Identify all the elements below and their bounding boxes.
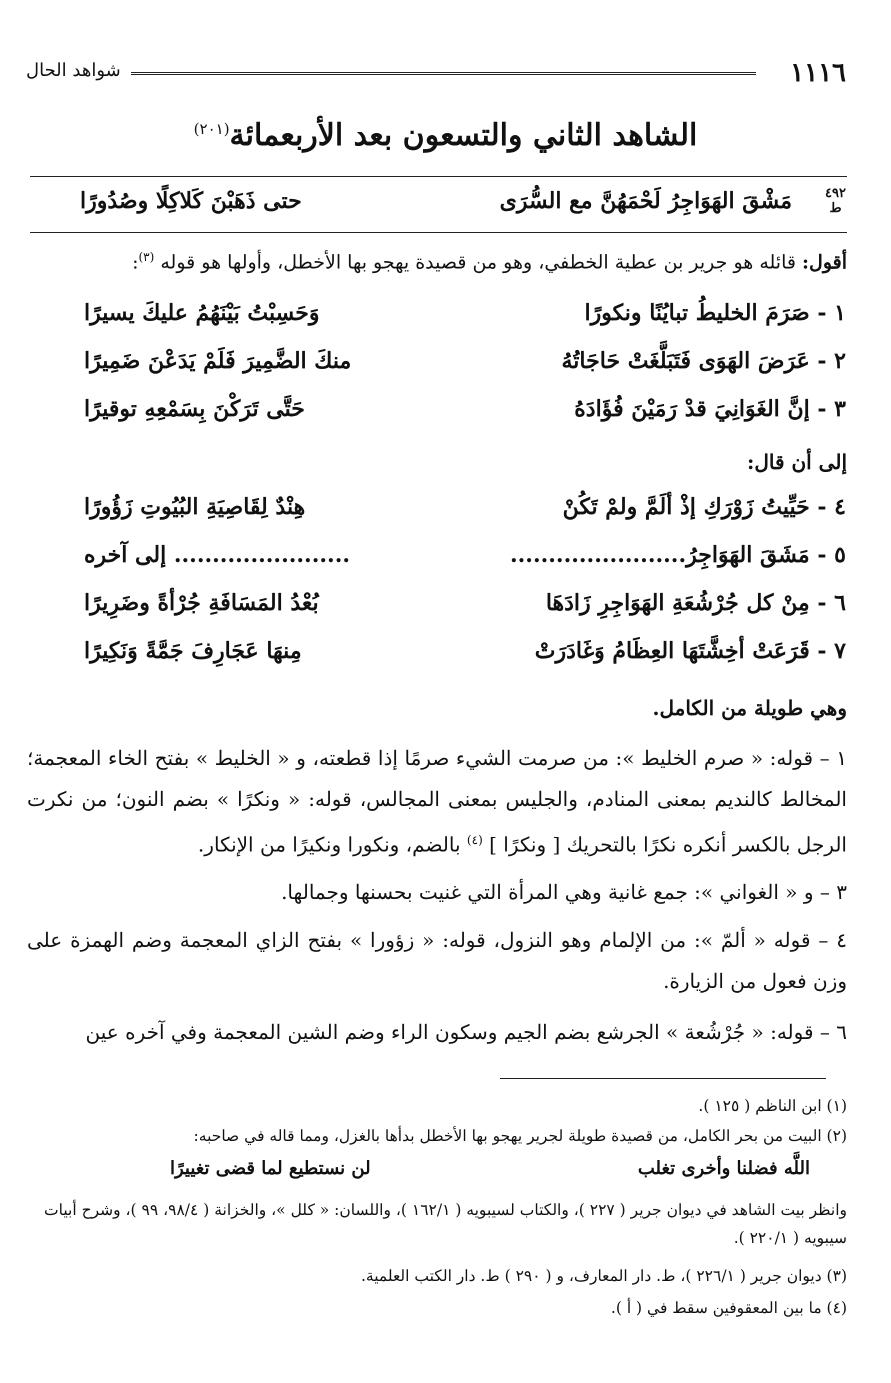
intro-lead: أقول: (802, 251, 847, 274)
verse-4 (60, 494, 846, 534)
footnote-1: (١) ابن الناظم ( ١٢٥ ). (698, 1097, 847, 1115)
verse-1 (60, 300, 846, 340)
transition-text: إلى أن قال: (746, 450, 847, 474)
commentary-1-note: (٤) (466, 833, 483, 847)
footnote-2-verse (170, 1158, 810, 1188)
verse-second-half: منكَ الضَّمِيرَ فَلَمْ يَدَعْنَ ضَمِيرًا (84, 348, 352, 374)
verse-2 (60, 348, 846, 388)
commentary-3: ٣ – و « الغواني »: جمع غانية وهي المرأة التي غنيت بحسنها وجمالها. (281, 880, 847, 904)
verse-mark: ط (829, 201, 842, 216)
verse-number (825, 186, 846, 216)
commentary-1-text: ١ – قوله: « صرم الخليط »: من صرمت الشيء صرمًا إذا قطعته، و « الخليط » بفتح الخاء المعجمة؛ المخالط كالنديم بمعنى المنادم، والجليس بمعنى المجالس، قوله: « ونكرًا » بضم النون؛ من نكرت الرجل بالكسر أنكره نكرًا بالتحريك [ ونكرًا ] (27, 746, 847, 857)
page-header (26, 58, 846, 90)
witness-title (0, 118, 891, 153)
title-text: الشاهد الثاني والتسعون بعد الأربعمائة (229, 118, 698, 153)
main-verse-second-half: حتى ذَهَبْنَ كَلاكِلًا وصُدُورًا (80, 188, 302, 214)
footnote-2-refs: وانظر بيت الشاهد في ديوان جرير ( ٢٢٧ )، والكتاب لسيبويه ( ١٦٢/١ )، واللسان: « كلل »، والخزانة ( ٩٨/٤، ٩٩ )، وشرح أبيات سيبويه ( ٢٢٠/١ ). (44, 1201, 847, 1247)
verse-first-half: ٥ - مَشَقَ الهَوَاجِرُ....................... (509, 542, 846, 568)
verse-second-half: ....................... إلى آخره (84, 542, 351, 568)
verse-second-half: بُعْدُ المَسَافَةِ جُرْأةً وضَرِيرًا (84, 590, 319, 616)
footnote-rule (500, 1078, 826, 1079)
verse-rule (30, 232, 847, 233)
page-number: ١١١٦ (790, 58, 846, 88)
main-verse-first-half: مَشْقَ الهَوَاجِرُ لَحْمَهُنَّ مع السُّرَى (499, 188, 792, 214)
footnote-3: (٣) ديوان جرير ( ٢٢٦/١ )، ط. دار المعارف، و ( ٢٩٠ ) ط. دار الكتب العلمية. (360, 1267, 847, 1285)
commentary-1-tail: بالضم، ونكورا ونكيرًا من الإنكار. (197, 832, 461, 857)
footnote-4: (٤) ما بين المعقوفين سقط في ( أ ). (610, 1299, 847, 1317)
verse-7 (60, 638, 846, 678)
footnote-verse-first-half: اللَّه فضلنا وأخرى تغلب (637, 1158, 810, 1179)
verse-6 (60, 590, 846, 630)
footnote-2: (٢) البيت من بحر الكامل، من قصيدة طويلة لجرير يهجو بها الأخطل بدأها بالغزل، ومما قاله في صاحبه: (193, 1127, 847, 1145)
verse-3 (60, 396, 846, 436)
intro-tail: : (132, 251, 139, 274)
verse-5 (60, 542, 846, 582)
intro-note: (٣) (138, 250, 155, 264)
commentary-1 (27, 738, 847, 866)
verse-first-half: ٤ - حَيِّيتُ زَوْرَكِ إذْ ألَمَّ ولمْ تَكُنْ (562, 494, 846, 520)
title-note: (٢٠١) (193, 120, 230, 138)
section-name: شواهد الحال (26, 60, 121, 81)
verse-first-half: ٢ - عَرَضَ الهَوَى فَتَبَلَّغَتْ حَاجَاتُهُ (561, 348, 846, 374)
verse-second-half: هِنْدٌ لِقَاصِيَةِ البُيُوتِ زَؤُورًا (84, 494, 306, 520)
verse-first-half: ٣ - إنَّ الغَوَانِيَ قدْ رَمَيْنَ فُؤَادَهُ (574, 396, 846, 422)
verse-first-half: ٦ - مِنْ كل جُرْشُعَةِ الهَوَاجِرِ زَادَهَا (545, 590, 846, 616)
commentary-6: ٦ – قوله: « جُرْشُعة » الجرشع بضم الجيم وسكون الراء وضم الشين المعجمة وفي آخره عين (85, 1020, 847, 1044)
verse-second-half: مِنهَا عَجَارِفَ جَمَّةً وَنَكِيرًا (84, 638, 302, 664)
header-rule (131, 72, 756, 75)
meter-note: وهي طويلة من الكامل. (652, 696, 847, 720)
commentary-4: ٤ – قوله « ألمّ »: من الإلمام وهو النزول، قوله: « زؤورا » بفتح الزاي المعجمة وضم الهمزة على وزن فعول من الزيارة. (27, 928, 847, 993)
verse-first-half: ٧ - قَرَعَتْ أخِشَّتَهَا العِظَامُ وَغَادَرَتْ (534, 638, 846, 664)
main-verse (30, 186, 846, 230)
verse-second-half: حَتَّى تَرَكْنَ بِسَمْعِهِ توقيرًا (84, 396, 305, 422)
verse-first-half: ١ - صَرَمَ الخليطُ تبايُنًا ونكورًا (584, 300, 846, 326)
intro-body: قائله هو جرير بن عطية الخطفي، وهو من قصيدة يهجو بها الأخطل، وأولها هو قوله (160, 251, 796, 274)
verse-number-value: ٤٩٢ (825, 186, 846, 201)
intro-text (27, 250, 847, 273)
verse-second-half: وَحَسِبْتُ بَيْنَهُمُ عليكَ يسيرًا (84, 300, 320, 326)
footnote-verse-second-half: لن نستطيع لما قضى تغييرًا (170, 1158, 371, 1179)
title-rule (30, 176, 847, 177)
